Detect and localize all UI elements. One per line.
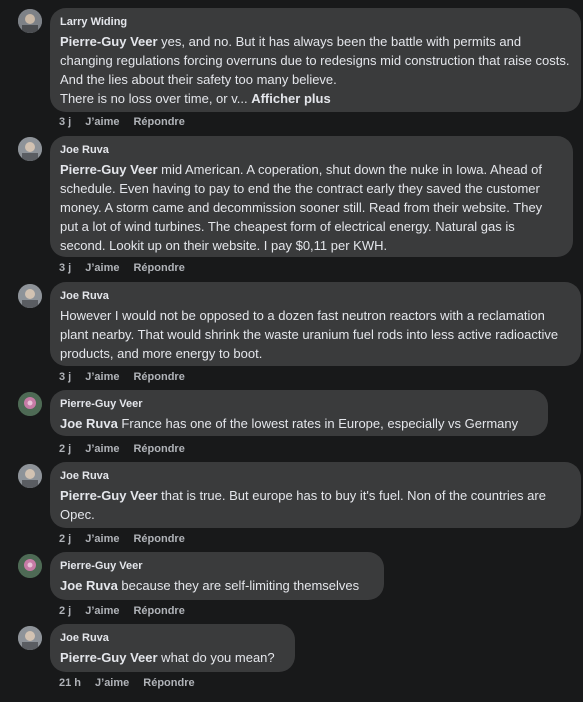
comment-author[interactable]: Joe Ruva	[60, 144, 109, 156]
comment-bubble	[50, 624, 295, 672]
avatar[interactable]	[18, 284, 42, 308]
comment-bubble	[50, 390, 548, 436]
comment-actions	[59, 605, 199, 617]
avatar[interactable]	[18, 9, 42, 33]
comment-bubble	[50, 136, 573, 257]
comment-bubble	[50, 8, 581, 112]
user-photo-icon	[18, 626, 42, 650]
mention-link[interactable]: Pierre-Guy Veer	[60, 650, 158, 665]
comment-author[interactable]: Joe Ruva	[60, 290, 109, 302]
mention-link[interactable]: Joe Ruva	[60, 578, 118, 593]
comment-text: Pierre-Guy Veer yes, and no. But it has always been the battle with permits and changing regulations forcing overruns due to redesigns mid construction that raise costs. And the lies about their safety too many believe. There is no loss over time, or v... Afficher plus	[60, 34, 570, 106]
comment-actions	[59, 116, 199, 128]
comment-author[interactable]: Joe Ruva	[60, 632, 109, 644]
comment-text: Joe Ruva because they are self-limiting themselves	[60, 578, 360, 593]
reply-button[interactable]: Répondre	[133, 262, 185, 274]
comment-author[interactable]: Joe Ruva	[60, 470, 109, 482]
comment-bubble	[50, 462, 581, 528]
comment-actions	[59, 371, 199, 383]
avatar[interactable]	[18, 137, 42, 161]
user-photo-icon	[18, 284, 42, 308]
comment-bubble	[50, 552, 384, 600]
comment-time[interactable]: 2 j	[59, 605, 72, 617]
reply-button[interactable]: Répondre	[133, 533, 185, 545]
like-button[interactable]: J’aime	[85, 371, 120, 383]
like-button[interactable]: J’aime	[85, 262, 120, 274]
comment-bubble	[50, 282, 581, 366]
comment-text: Pierre-Guy Veer what do you mean?	[60, 650, 275, 665]
mention-link[interactable]: Joe Ruva	[60, 416, 118, 431]
comment-text: Joe Ruva France has one of the lowest rates in Europe, especially vs Germany	[60, 416, 519, 431]
reply-button[interactable]: Répondre	[133, 443, 185, 455]
comment-time[interactable]: 21 h	[59, 677, 82, 689]
comment-time[interactable]: 3 j	[59, 371, 72, 383]
show-more-link[interactable]: Afficher plus	[251, 91, 331, 106]
comment-time[interactable]: 3 j	[59, 262, 72, 274]
comment-text: Pierre-Guy Veer that is true. But europe has to buy it's fuel. Non of the countries are Opec.	[60, 488, 546, 522]
like-button[interactable]: J’aime	[85, 443, 120, 455]
reply-button[interactable]: Répondre	[133, 605, 185, 617]
avatar[interactable]	[18, 554, 42, 578]
avatar[interactable]	[18, 464, 42, 488]
user-photo-icon	[18, 137, 42, 161]
comment-time[interactable]: 3 j	[59, 116, 72, 128]
comment-author[interactable]: Pierre-Guy Veer	[60, 398, 143, 410]
comment-text: However I would not be opposed to a dozen fast neutron reactors with a reclamation plant nearby. That would shrink the waste uranium fuel rods into less active radioactive products, and more energy to boot.	[60, 308, 559, 361]
like-button[interactable]: J’aime	[95, 677, 130, 689]
comment-time[interactable]: 2 j	[59, 443, 72, 455]
user-photo-icon	[18, 9, 42, 33]
reply-button[interactable]: Répondre	[133, 371, 185, 383]
comment-actions	[59, 443, 199, 455]
comment-actions	[59, 262, 199, 274]
mention-link[interactable]: Pierre-Guy Veer	[60, 34, 158, 49]
mention-link[interactable]: Pierre-Guy Veer	[60, 162, 158, 177]
mention-link[interactable]: Pierre-Guy Veer	[60, 488, 158, 503]
like-button[interactable]: J’aime	[85, 605, 120, 617]
flower-avatar-icon	[18, 392, 42, 416]
avatar[interactable]	[18, 626, 42, 650]
avatar[interactable]	[18, 392, 42, 416]
reply-button[interactable]: Répondre	[133, 116, 185, 128]
comment-actions	[59, 533, 199, 545]
comment-author[interactable]: Larry Widing	[60, 16, 128, 28]
comment-text: Pierre-Guy Veer mid American. A coperation, shut down the nuke in Iowa. Ahead of schedule. Even having to pay to end the the contract early they saved the customer money. A storm came and decommission sooner still. Read from their website. They put a lot of wind turbines. The cheapest form of electrical energy. Natural gas is second. Lookit up on their website. I pay $0,11 per KWH.	[60, 162, 543, 253]
flower-avatar-icon	[18, 554, 42, 578]
comment-time[interactable]: 2 j	[59, 533, 72, 545]
like-button[interactable]: J’aime	[85, 116, 120, 128]
user-photo-icon	[18, 464, 42, 488]
comment-actions	[59, 677, 209, 689]
like-button[interactable]: J’aime	[85, 533, 120, 545]
reply-button[interactable]: Répondre	[143, 677, 195, 689]
comment-author[interactable]: Pierre-Guy Veer	[60, 560, 143, 572]
